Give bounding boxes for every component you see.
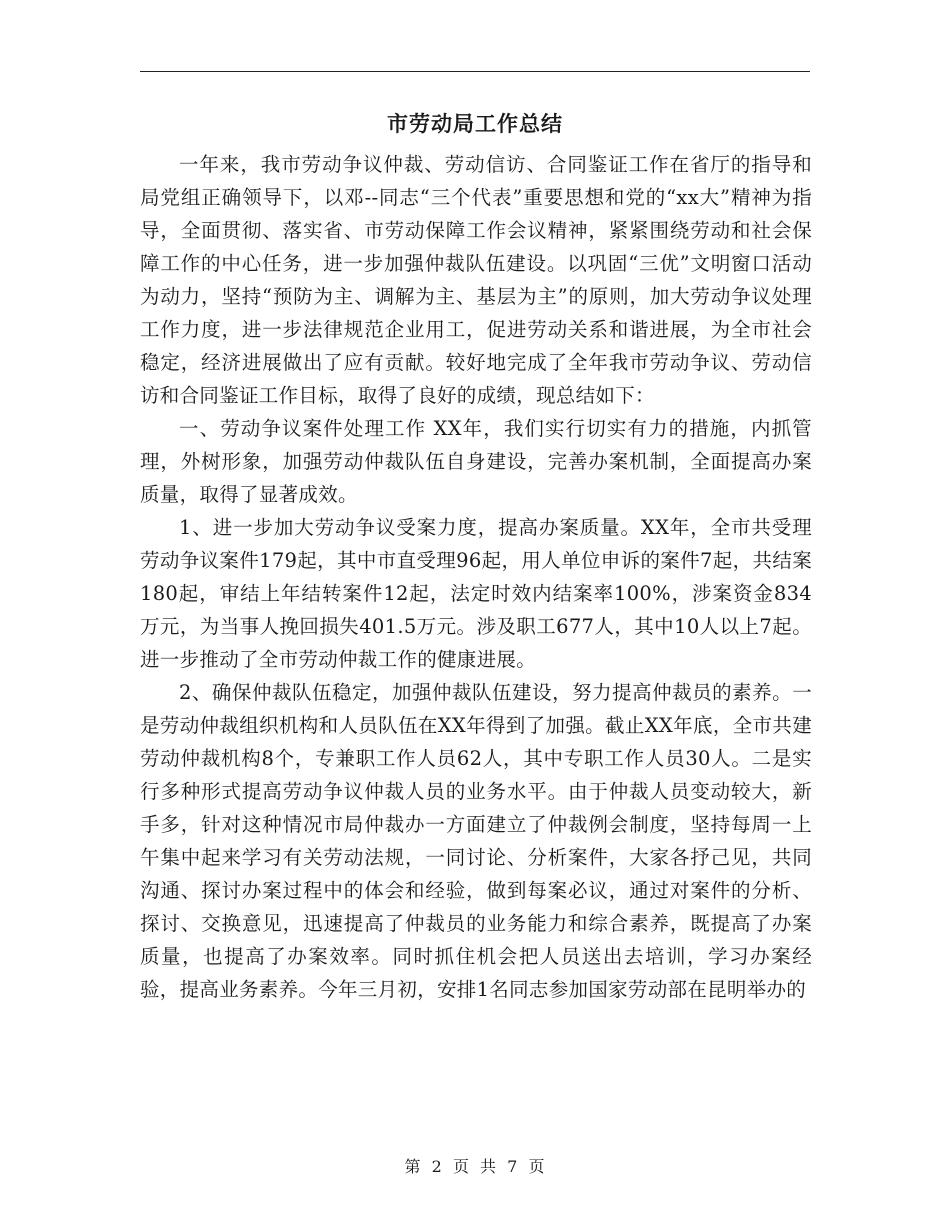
footer-label-page: 第 bbox=[404, 1157, 422, 1176]
footer-current-page: 2 bbox=[431, 1157, 443, 1176]
footer-label-ye2: 页 bbox=[528, 1157, 546, 1176]
paragraph-section-1: 一、劳动争议案件处理工作 XX年，我们实行切实有力的措施，内抓管理，外树形象，加强劳动仲裁队伍自身建设，完善办案机制，全面提高办案质量，取得了显著成效。 bbox=[140, 417, 812, 506]
footer-total-pages: 7 bbox=[507, 1157, 519, 1176]
header-rule bbox=[140, 71, 810, 72]
page-footer bbox=[0, 1154, 950, 1177]
footer-label-ye: 页 bbox=[452, 1157, 470, 1176]
paragraph-intro: 一年来，我市劳动争议仲裁、劳动信访、合同鉴证工作在省厅的指导和局党组正确领导下，以邓--同志“三个代表”重要思想和党的“xx大”精神为指导，全面贯彻、落实省、市劳动保障工作会议精神，紧紧围绕劳动和社会保障工作的中心任务，进一步加强仲裁队伍建设。以巩固“三优”文明窗口活动为动力，坚持“预防为主、调解为主、基层为主”的原则，加大劳动争议处理工作力度，进一步法律规范企业用工，促进劳动关系和谐进展，为全市社会稳定，经济进展做出了应有贡献。较好地完成了全年我市劳动争议、劳动信访和合同鉴证工作目标，取得了良好的成绩，现总结如下： bbox=[140, 153, 812, 407]
footer-label-total: 共 bbox=[480, 1157, 498, 1176]
paragraph-item-2: 2、确保仲裁队伍稳定，加强仲裁队伍建设，努力提高仲裁员的素养。一是劳动仲裁组织机构和人员队伍在XX年得到了加强。截止XX年底，全市共建劳动仲裁机构8个，专兼职工作人员62人，其中专职工作人员30人。二是实行多种形式提高劳动争议仲裁人员的业务水平。由于仲裁人员变动较大，新手多，针对这种情况市局仲裁办一方面建立了仲裁例会制度，坚持每周一上午集中起来学习有关劳动法规，一同讨论、分析案件，大家各抒己见，共同沟通、探讨办案过程中的体会和经验，做到每案必议，通过对案件的分析、探讨、交换意见，迅速提高了仲裁员的业务能力和综合素养，既提高了办案质量，也提高了办案效率。同时抓住机会把人员送出去培训，学习办案经验，提高业务素养。今年三月初，安排1名同志参加国家劳动部在昆明举办的 bbox=[140, 681, 812, 1001]
paragraph-item-1: 1、进一步加大劳动争议受案力度，提高办案质量。XX年，全市共受理劳动争议案件179起，其中市直受理96起，用人单位申诉的案件7起，共结案180起，审结上年结转案件12起，法定时效内结案率100%，涉案资金834万元，为当事人挽回损失401.5万元。涉及职工677人，其中10人以上7起。进一步推动了全市劳动仲裁工作的健康进展。 bbox=[140, 516, 812, 671]
document-title: 市劳动局工作总结 bbox=[387, 111, 563, 136]
document-body bbox=[140, 148, 812, 1006]
